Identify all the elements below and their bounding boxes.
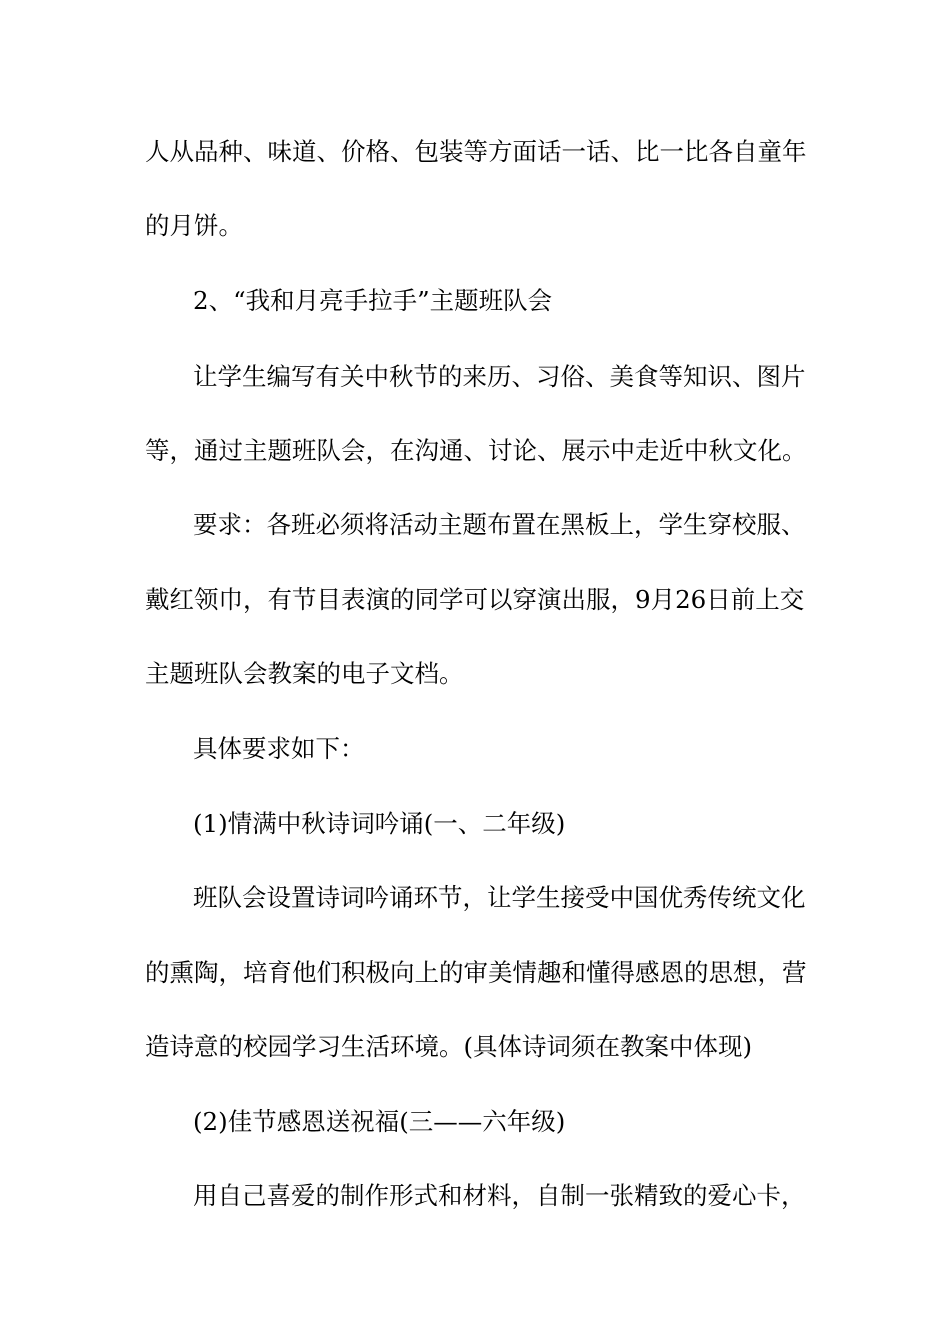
paragraph-line: 班队会设置诗词吟诵环节，让学生接受中国优秀传统文化 bbox=[193, 883, 806, 912]
paragraph-line: 戴红领巾，有节目表演的同学可以穿演出服，9月26日前上交 bbox=[145, 585, 805, 614]
subsection-heading: (1)情满中秋诗词吟诵(一、二年级) bbox=[193, 809, 566, 838]
paragraph-line: 具体要求如下： bbox=[193, 734, 365, 763]
section-heading: 2、“我和月亮手拉手”主题班队会 bbox=[193, 286, 553, 315]
paragraph-line: 要求：各班必须将活动主题布置在黑板上，学生穿校服、 bbox=[193, 510, 806, 539]
paragraph-line: 的月饼。 bbox=[145, 211, 243, 240]
paragraph-line: 人从品种、味道、价格、包装等方面话一话、比一比各自童年 bbox=[145, 137, 807, 166]
paragraph-line: 等，通过主题班队会，在沟通、讨论、展示中走近中秋文化。 bbox=[145, 436, 807, 465]
paragraph-line: 用自己喜爱的制作形式和材料，自制一张精致的爱心卡， bbox=[193, 1181, 806, 1210]
paragraph-line: 主题班队会教案的电子文档。 bbox=[145, 659, 464, 688]
paragraph-line: 造诗意的校园学习生活环境。(具体诗词须在教案中体现) bbox=[145, 1032, 753, 1061]
paragraph-line: 的熏陶，培育他们积极向上的审美情趣和懂得感恩的思想，营 bbox=[145, 958, 807, 987]
subsection-heading: (2)佳节感恩送祝福(三——六年级) bbox=[193, 1107, 566, 1136]
paragraph-line: 让学生编写有关中秋节的来历、习俗、美食等知识、图片 bbox=[193, 362, 806, 391]
